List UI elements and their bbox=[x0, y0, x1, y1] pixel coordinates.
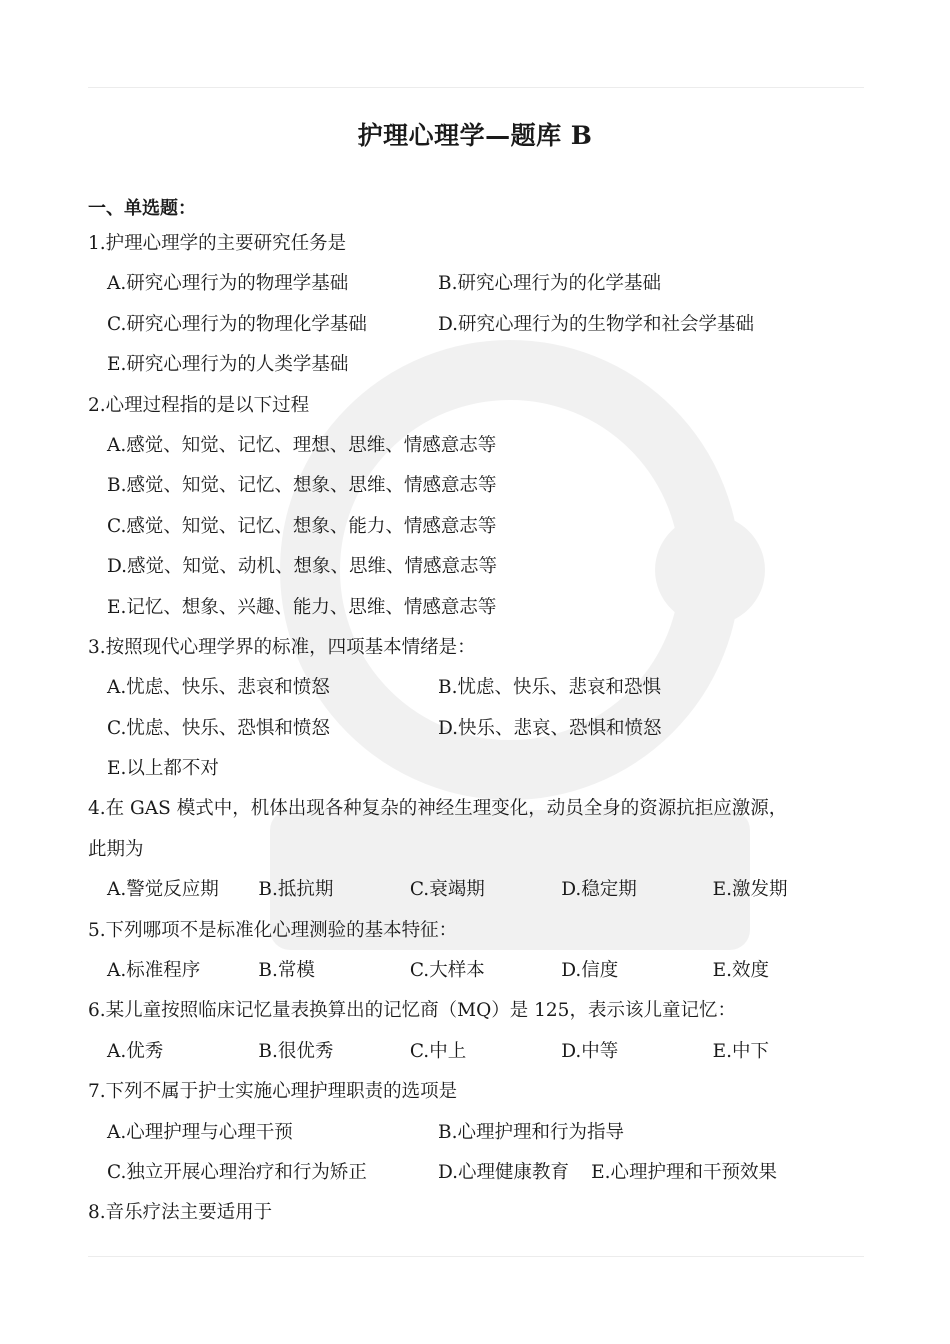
question-stem: 7.下列不属于护士实施心理护理职责的选项是 bbox=[88, 1081, 458, 1103]
option: A.心理护理与心理干预 bbox=[107, 1121, 293, 1143]
question-stem: 2.心理过程指的是以下过程 bbox=[88, 394, 310, 416]
option: A.忧虑、快乐、悲哀和愤怒 bbox=[107, 677, 330, 699]
option: B.忧虑、快乐、悲哀和恐惧 bbox=[438, 677, 661, 699]
option: A.研究心理行为的物理学基础 bbox=[107, 273, 349, 295]
option: E.心理护理和干预效果 bbox=[591, 1161, 777, 1183]
option: A.警觉反应期 bbox=[107, 879, 219, 901]
option: C.研究心理行为的物理化学基础 bbox=[107, 313, 367, 335]
option: D.信度 bbox=[561, 960, 619, 982]
option: B.感觉、知觉、记忆、想象、思维、情感意志等 bbox=[107, 475, 497, 497]
option: C.大样本 bbox=[409, 960, 485, 982]
page-title: 护理心理学—题库 B bbox=[357, 121, 593, 150]
question-list bbox=[88, 230, 864, 1240]
option: E.激发期 bbox=[712, 879, 788, 901]
option: E.效度 bbox=[712, 960, 770, 982]
option: B.很优秀 bbox=[258, 1040, 334, 1062]
header-rule bbox=[88, 87, 864, 88]
option: B.抵抗期 bbox=[258, 879, 334, 901]
option: C.中上 bbox=[409, 1040, 467, 1062]
option: A.优秀 bbox=[107, 1040, 164, 1062]
option: D.研究心理行为的生物学和社会学基础 bbox=[438, 313, 755, 335]
option: B.心理护理和行为指导 bbox=[438, 1121, 624, 1143]
option: C.感觉、知觉、记忆、想象、能力、情感意志等 bbox=[107, 515, 497, 537]
question-stem: 8.音乐疗法主要适用于 bbox=[88, 1202, 273, 1224]
option-row bbox=[88, 715, 864, 755]
option-row bbox=[88, 1159, 864, 1199]
option-row bbox=[88, 1038, 864, 1078]
question-stem: 6.某儿童按照临床记忆量表换算出的记忆商（MQ）是 125，表示该儿童记忆： bbox=[88, 1000, 736, 1022]
option: E.中下 bbox=[712, 1040, 770, 1062]
option: C.忧虑、快乐、恐惧和愤怒 bbox=[107, 717, 330, 739]
option: A.感觉、知觉、记忆、理想、思维、情感意志等 bbox=[107, 434, 497, 456]
question-stem: 1.护理心理学的主要研究任务是 bbox=[88, 233, 347, 254]
option-row bbox=[88, 957, 864, 997]
option: D.快乐、悲哀、恐惧和愤怒 bbox=[438, 717, 662, 739]
option: D.中等 bbox=[561, 1040, 619, 1062]
question-stem: 5.下列哪项不是标准化心理测验的基本特征： bbox=[88, 919, 458, 941]
option-row bbox=[88, 876, 864, 916]
option-row bbox=[88, 270, 864, 310]
question-stem: 4.在 GAS 模式中，机体出现各种复杂的神经生理变化，动员全身的资源抗拒应激源， bbox=[88, 798, 788, 820]
option: E.以上都不对 bbox=[107, 758, 219, 780]
option: D.稳定期 bbox=[561, 879, 637, 901]
footer-rule bbox=[88, 1256, 864, 1257]
option: E.记忆、想象、兴趣、能力、思维、情感意志等 bbox=[107, 596, 497, 618]
option: E.研究心理行为的人类学基础 bbox=[107, 354, 349, 376]
option: D.感觉、知觉、动机、想象、思维、情感意志等 bbox=[107, 556, 498, 578]
option-row bbox=[88, 1119, 864, 1159]
option: D.心理健康教育 bbox=[438, 1161, 570, 1183]
question-stem: 3.按照现代心理学界的标准，四项基本情绪是： bbox=[88, 636, 476, 658]
option-row bbox=[88, 311, 864, 351]
option: B.研究心理行为的化学基础 bbox=[438, 273, 661, 295]
section-heading: 一、单选题： bbox=[88, 198, 196, 219]
option: C.衰竭期 bbox=[409, 879, 485, 901]
question-stem-continued: 此期为 bbox=[88, 838, 144, 860]
option: C.独立开展心理治疗和行为矫正 bbox=[107, 1161, 367, 1183]
option: A.标准程序 bbox=[107, 960, 201, 982]
option-row bbox=[88, 674, 864, 714]
option: B.常模 bbox=[258, 960, 315, 982]
